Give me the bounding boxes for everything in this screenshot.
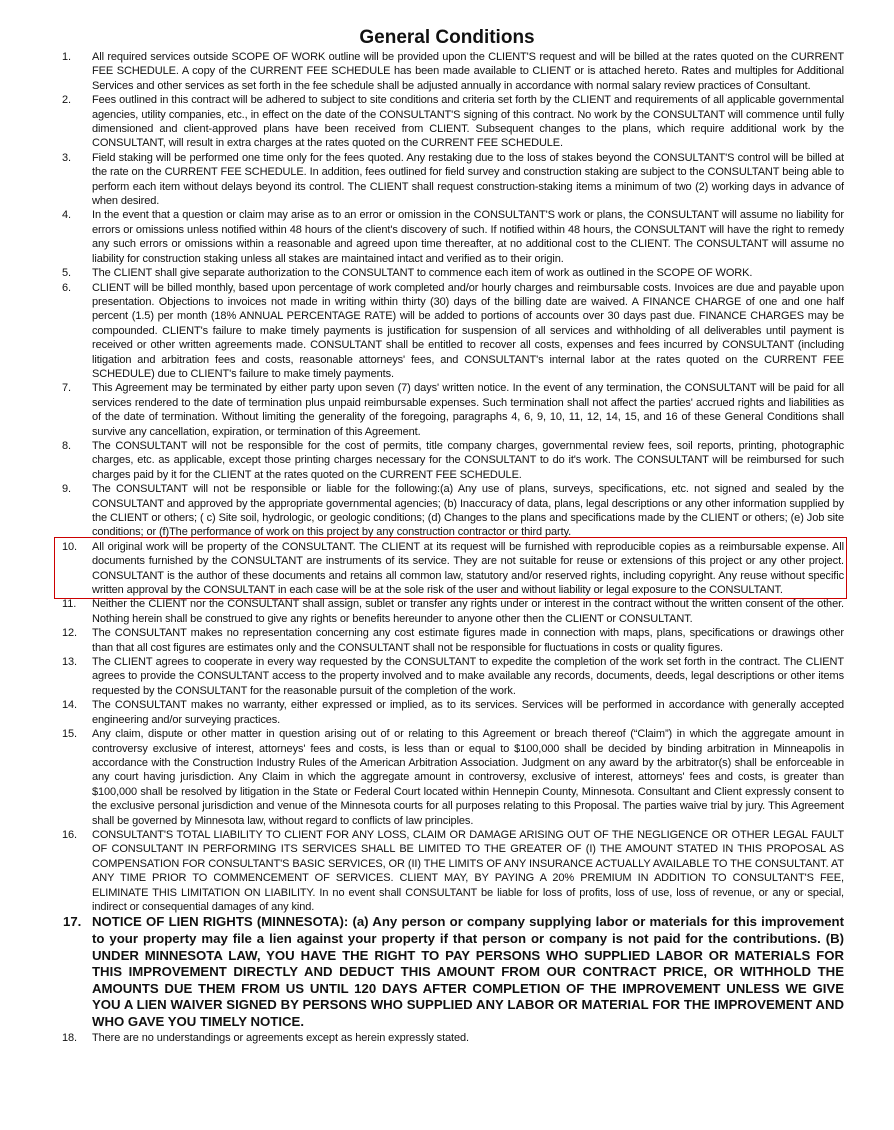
item-number: 2. [62,94,71,107]
item-text: Any claim, dispute or other matter in question arising out of or relating to this Agreement or breach thereof (“Claim”) in which the aggregate amount in controversy exclusive of interest, attorneys' fees and costs, is less than or equal to $100,000 shall be decided by binding arbitration in Minneapolis in accordance with the Construction Industry Rules of the American Arbitration Association. Judgment on any award by the arbitrator(s) shall be enforceable in any court having jurisdiction. Any Claim in which the aggregate amount in controversy, exclusive of interest, attorneys' fees and costs, is greater than $100,000 shall be resolved by litigation in the State or Federal Court located within Hennepin County, Minnesota. Consultant and Client expressly consent to the exclusive personal jurisdiction and venue of the Minnesota courts for all purposes relating to this Proposal. The parties waive trial by jury. This Agreement shall be governed by Minnesota law, without regard to conflicts of law principles. [92,728,844,827]
item-number: 5. [62,267,71,280]
condition-item-10 [54,540,844,598]
item-text: All original work will be property of the CONSULTANT. The CLIENT at its request will be furnished with reproducible copies as a reimbursable expense. All documents furnished by the CONSULTANT are instruments of its service. They are not suitable for reuse or extensions of this project or any other project. CONSULTANT is the author of these documents and retains all common law, statutory and/or reserved rights, including copyright. Any reuse without specific written approval by the CONSULTANT in each case will be at the sole risk of the user and without liability or legal exposure to the CONSULTANT. [92,540,844,597]
condition-item-2 [54,93,844,151]
condition-item-18 [54,1031,844,1045]
item-number: 12. [62,627,77,640]
item-number: 9. [62,483,71,496]
condition-item-7 [54,381,844,439]
item-text: There are no understandings or agreements except as herein expressly stated. [92,1031,470,1044]
item-text: The CLIENT shall give separate authorization to the CONSULTANT to commence each item of work as outlined in the SCOPE OF WORK. [92,267,753,280]
item-number: 14. [62,699,77,712]
item-text: CLIENT will be billed monthly, based upon percentage of work completed and/or hourly charges and reimbursable costs. Invoices are due and payable upon presentation. Objections to invoices not made in writing within thirty (30) days of the billing date are waived. A FINANCE CHARGE of one and one half percent (1.5) per month (18% ANNUAL PERCENTAGE RATE) will be added to portions of accounts over 30 days past due. FINANCE CHARGES may be compounded. CLIENT's failure to make timely payments is justification for suspension of all services and withholding of all deliverables until payment is received or other written agreements made. CONSULTANT shall be entitled to recover all costs, expenses and fees incurred by CONSULTANT (including litigation and arbitration fees and costs, reasonable attorneys' fees, and CONSULTANT's internal labor at the rates quoted on the CURRENT FEE SCHEDULE) due to CLIENT's failure to make timely payments. [92,281,844,380]
item-number: 16. [62,828,77,841]
condition-item-4 [54,208,844,266]
item-number: 8. [62,439,71,452]
item-number: 13. [62,656,77,669]
item-number: 1. [62,51,71,63]
item-text: The CONSULTANT will not be responsible or liable for the following:(a) Any use of plans, surveys, specifications, etc. not signed and sealed by the CONSULTANT and approved by the appropriate governmental agencies; (b) Inaccuracy of data, plans, legal descriptions or any other information supplied by the CLIENT or others; ( c) Site soil, hydrologic, or geologic conditions; (d) Changes to the plans and specifications made by the CLIENT or others; (e) Job site conditions; or (f)The performance of work on this project by any construction contractor or third party. [92,483,844,539]
item-text: CONSULTANT'S TOTAL LIABILITY TO CLIENT FOR ANY LOSS, CLAIM OR DAMAGE ARISING OUT OF THE NEGLIGENCE OR OTHER LEGAL FAULT OF CONSULTANT IN PERFORMING ITS SERVICES SHALL BE LIMITED TO THE GREATER OF (I) THE AMOUNT STATED IN THIS PROPOSAL AS COMPENSATION FOR CONSULTANT'S BASIC SERVICES, OR (II) THE LIMITS OF ANY INSURANCE ACTUALLY AVAILABLE TO THE CONSULTANT. AT ANY TIME PRIOR TO COMMENCEMENT OF SERVICES. CLIENT MAY, BY PAYING A 20% PREMIUM IN ADDITION TO CONSULTANT'S FEE, ELIMINATE THIS LIMITATION ON LIABILITY. In no event shall CONSULTANT be liable for loss of profits, loss of use, loss of revenue, or any or special, indirect or consequential damages of any kind. [92,828,844,913]
condition-item-3 [54,151,844,209]
item-text: Neither the CLIENT nor the CONSULTANT shall assign, sublet or transfer any rights under or interest in the contract without the written consent of the other. Nothing herein shall be construed to give any rights or benefits hereunder to anyone other then the CLIENT or CONSULTANT. [92,598,844,625]
conditions-list [54,50,844,1045]
item-text: NOTICE OF LIEN RIGHTS (MINNESOTA): (a) Any person or company supplying labor or materials for this improvement to your property may file a lien against your property if that person or company is not paid for the contributions. (B) UNDER MINNESOTA LAW, YOU HAVE THE RIGHT TO PAY PERSONS WHO SUPPLIED LABOR OR MATERIALS FOR THIS IMPROVEMENT DIRECTLY AND DEDUCT THIS AMOUNT FROM OUR CONTRACT PRICE, OR WITHHOLD THE AMOUNTS DUE THEM FROM US UNTIL 120 DAYS AFTER COMPLETION OF THE IMPROVEMENT UNLESS WE GIVE YOU A LIEN WAIVER SIGNED BY PERSONS WHO SUPPLIED ANY LABOR OR MATERIAL FOR THE IMPROVEMENT AND WHO GAVE YOU TIMELY NOTICE. [92,914,844,1029]
item-number: 3. [62,151,71,164]
item-text: All required services outside SCOPE OF WORK outline will be provided upon the CLIENT'S request and will be billed at the rates quoted on the CURRENT FEE SCHEDULE. A copy of the CURRENT FEE SCHEDULE has been made available to CLIENT or is attached hereto. Rates and multiples for Additional Services and other services as set forth in the fee schedule shall be adjusted annually in accordance with normal salary review practices of Consultant. [92,51,844,92]
item-text: The CONSULTANT will not be responsible for the cost of permits, title company charges, governmental review fees, soil reports, printing, photographic charges, etc. as applicable, except those printing charges necessary for the CONSULTANT to do it's work. The CONSULTANT will be reimbursed for such charges paid by it for the CLIENT at the rates quoted on the CURRENT FEE SCHEDULE. [92,439,844,481]
item-number: 11. [62,598,77,611]
item-number: 10. [62,540,77,553]
condition-item-5 [54,266,844,280]
item-text: Fees outlined in this contract will be adhered to subject to site conditions and criteria set forth by the CLIENT and requirements of all applicable governmental agencies, utility companies, etc., in effect on the date of the CONSULTANT'S signing of this contract. No work by the CONSULTANT will commence until fully dimensioned and client-approved plans have been received from CLIENT. Subsequent changes to the plans, which require additional work by the CONSULTANT, will result in extra charges at the rates quoted on the CURRENT FEE SCHEDULE. [92,94,844,150]
item-text: Field staking will be performed one time only for the fees quoted. Any restaking due to the loss of stakes beyond the CONSULTANT'S control will be billed at the rate on the CURRENT FEE SCHEDULE. In addition, fees outlined for field survey and construction staking are subject to the CONSULTANT being able to perform each item without delays beyond its control. The CLIENT shall request construction-staking items a minimum of two (2) working days in advance of when desired. [92,151,844,208]
condition-item-14 [54,698,844,727]
item-number: 15. [62,728,77,741]
condition-item-15 [54,727,844,828]
item-text: In the event that a question or claim may arise as to an error or omission in the CONSULTANT'S work or plans, the CONSULTANT will assume no liability for errors or omissions unless notified within 48 hours of the client's discovery of such. If notified within 48 hours, the CONSULTANT will have the right to remedy any such errors or omissions within a reasonable and agreed upon time thereafter, at no additional cost to the CLIENT. The CONSULTANT will assume no liability for construction staking unless all stakes are maintained intact and verified as to their origin. [92,209,844,265]
condition-item-11 [54,597,844,626]
condition-item-16 [54,828,844,914]
condition-item-9 [54,482,844,540]
item-number: 4. [62,209,71,222]
item-text: This Agreement may be terminated by either party upon seven (7) days' written notice. In the event of any termination, the CONSULTANT will be paid for all services rendered to the date of termination plus unpaid reimbursable expenses. Such termination shall not affect the parties' accrued rights and liabilities as of the date of termination. Without limiting the generality of the foregoing, paragraphs 4, 6, 9, 10, 11, 12, 14, 15, and 16 of these General Conditions shall survive any cancellation, expiration, or termination of this Agreement. [92,382,844,438]
condition-item-1 [54,50,844,93]
item-text: The CLIENT agrees to cooperate in every way requested by the CONSULTANT to expedite the completion of the work set forth in the contract. The CLIENT agrees to provide the CONSULTANT access to the property involved and to make available any records, documents, deeds, legal descriptions or other items requested by the CONSULTANT for the reasonable pursuit of the completion of the work. [92,656,844,697]
item-text: The CONSULTANT makes no warranty, either expressed or implied, as to its services. Services will be performed in accordance with generally accepted engineering and/or surveying practices. [92,699,844,726]
item-number: 7. [62,382,71,395]
condition-item-13 [54,655,844,698]
condition-item-6 [54,281,844,382]
item-number: 6. [62,281,71,294]
item-number: 18. [62,1031,77,1044]
item-number: 17. [63,914,82,930]
item-text: The CONSULTANT makes no representation concerning any cost estimate figures made in connection with maps, plans, specifications or drawings other than that all cost figures are estimates only and the CONSULTANT shall not be responsible for fluctuations in costs or quality figures. [92,627,844,654]
condition-item-8 [54,439,844,482]
condition-item-12 [54,626,844,655]
page-title: General Conditions [359,27,535,48]
condition-item-17-lien-notice [54,914,844,1030]
